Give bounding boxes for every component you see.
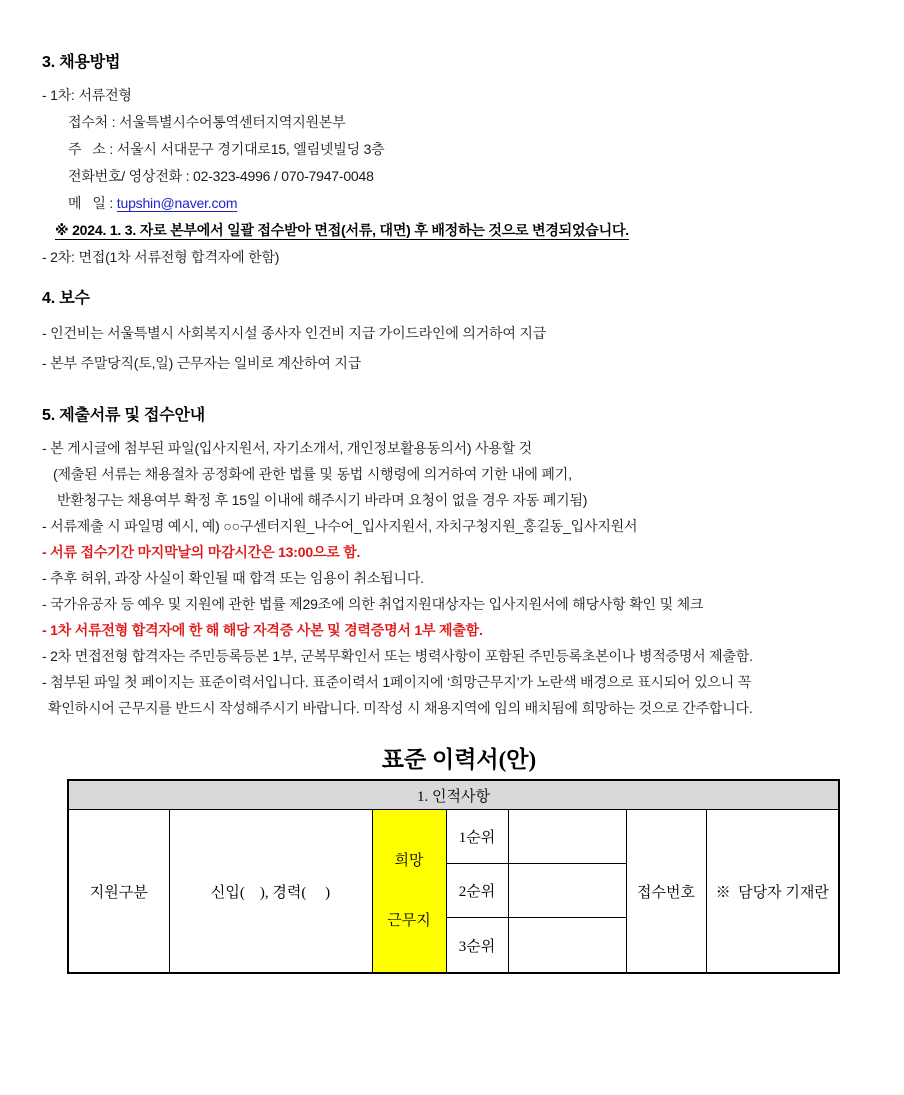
change-notice-line: ※ 2024. 1. 3. 자로 본부에서 일괄 접수받아 면접(서류, 대면) 후 배정하는 것으로 변경되었습니다. — [55, 222, 629, 238]
priority3-value-cell — [508, 918, 626, 973]
apply-type-value-cell: 신입( ), 경력( ) — [169, 810, 372, 974]
doc-guide-line: - 본 게시글에 첨부된 파일(입사지원서, 자기소개서, 개인정보활용동의서) 사용할 것 — [42, 440, 532, 456]
doc-guide-line: 반환청구는 채용여부 확정 후 15일 이내에 해주시기 바라며 요청이 없을 경우 자동 폐기됨) — [57, 492, 588, 508]
pay-line-2: - 본부 주말당직(토,일) 근무자는 일비로 계산하여 지급 — [42, 355, 362, 371]
doc-guide-line: - 서류제출 시 파일명 예시, 예) ○○구센터지원_나수어_입사지원서, 자치구청지원_홍길동_입사지원서 — [42, 518, 638, 534]
certificate-warning-line: - 1차 서류전형 합격자에 한 해 해당 자격증 사본 및 경력증명서 1부 제출함. — [42, 622, 483, 638]
receipt-number-label-cell: 접수번호 — [626, 810, 706, 974]
table-section-header-row — [68, 780, 839, 810]
doc-guide-line: 확인하시어 근무지를 반드시 작성해주시기 바랍니다. 미작성 시 채용지역에 임의 배치됨에 희망하는 것으로 간주합니다. — [48, 700, 753, 716]
hope-workplace-label-line2: 근무지 — [387, 913, 431, 930]
first-round-line: - 1차: 서류전형 — [42, 87, 132, 103]
section4-heading: 4. 보수 — [42, 290, 90, 307]
priority2-label-cell: 2순위 — [446, 864, 508, 918]
receipt-office-line: 접수처 : 서울특별시수어통역센터지역지원본부 — [68, 114, 346, 130]
personal-info-header: 1. 인적사항 — [68, 780, 839, 810]
doc-guide-line: - 첨부된 파일 첫 페이지는 표준이력서입니다. 표준이력서 1페이지에 ‘희망근무지’가 노란색 배경으로 표시되어 있으니 꼭 — [42, 674, 752, 690]
priority1-label-cell: 1순위 — [446, 810, 508, 864]
deadline-warning-line: - 서류 접수기간 마지막날의 마감시간은 13:00으로 함. — [42, 544, 361, 560]
hope-workplace-label-line1: 희망 — [394, 852, 424, 869]
hope-workplace-cell — [372, 810, 446, 974]
section-documents-guide — [42, 405, 876, 721]
priority3-label-cell: 3순위 — [446, 918, 508, 973]
apply-type-label-cell: 지원구분 — [68, 810, 169, 974]
priority2-value-cell — [508, 864, 626, 918]
doc-guide-line: (제출된 서류는 채용절차 공정화에 관한 법률 및 동법 시행령에 의거하여 기한 내에 폐기, — [53, 466, 572, 482]
second-round-line: - 2차: 면접(1차 서류전형 합격자에 한함) — [42, 249, 280, 265]
section5-heading: 5. 제출서류 및 접수안내 — [42, 407, 205, 424]
doc-guide-line: - 2차 면접전형 합격자는 주민등록등본 1부, 군복무확인서 또는 병력사항이 포함된 주민등록초본이나 병적증명서 제출함. — [42, 648, 753, 664]
doc-guide-line: - 추후 허위, 과장 사실이 확인될 때 합격 또는 임용이 취소됩니다. — [42, 570, 424, 586]
section3-heading: 3. 채용방법 — [42, 54, 121, 71]
email-link[interactable]: tupshin@naver.com — [116, 195, 238, 211]
table-row — [68, 810, 839, 864]
email-line — [42, 190, 876, 217]
resume-table — [67, 779, 840, 974]
phone-line: 전화번호/ 영상전화 : 02-323-4996 / 070-7947-0048 — [68, 168, 374, 184]
email-label: 메 일 : — [68, 195, 117, 211]
pay-line-1: - 인건비는 서울특별시 사회복지시설 종사자 인건비 지급 가이드라인에 의거하여 지급 — [42, 325, 547, 341]
priority1-value-cell — [508, 810, 626, 864]
staff-note-cell: ※ 담당자 기재란 — [706, 810, 839, 974]
resume-form-title: 표준 이력서(안) — [381, 747, 537, 772]
address-line: 주 소 : 서울시 서대문구 경기대로15, 엘림넷빌딩 3층 — [68, 141, 385, 157]
section-pay — [42, 288, 876, 378]
section-recruitment-method — [42, 52, 876, 271]
doc-guide-line: - 국가유공자 등 예우 및 지원에 관한 법률 제29조에 의한 취업지원대상자는 입사지원서에 해당사항 확인 및 체크 — [42, 596, 704, 612]
